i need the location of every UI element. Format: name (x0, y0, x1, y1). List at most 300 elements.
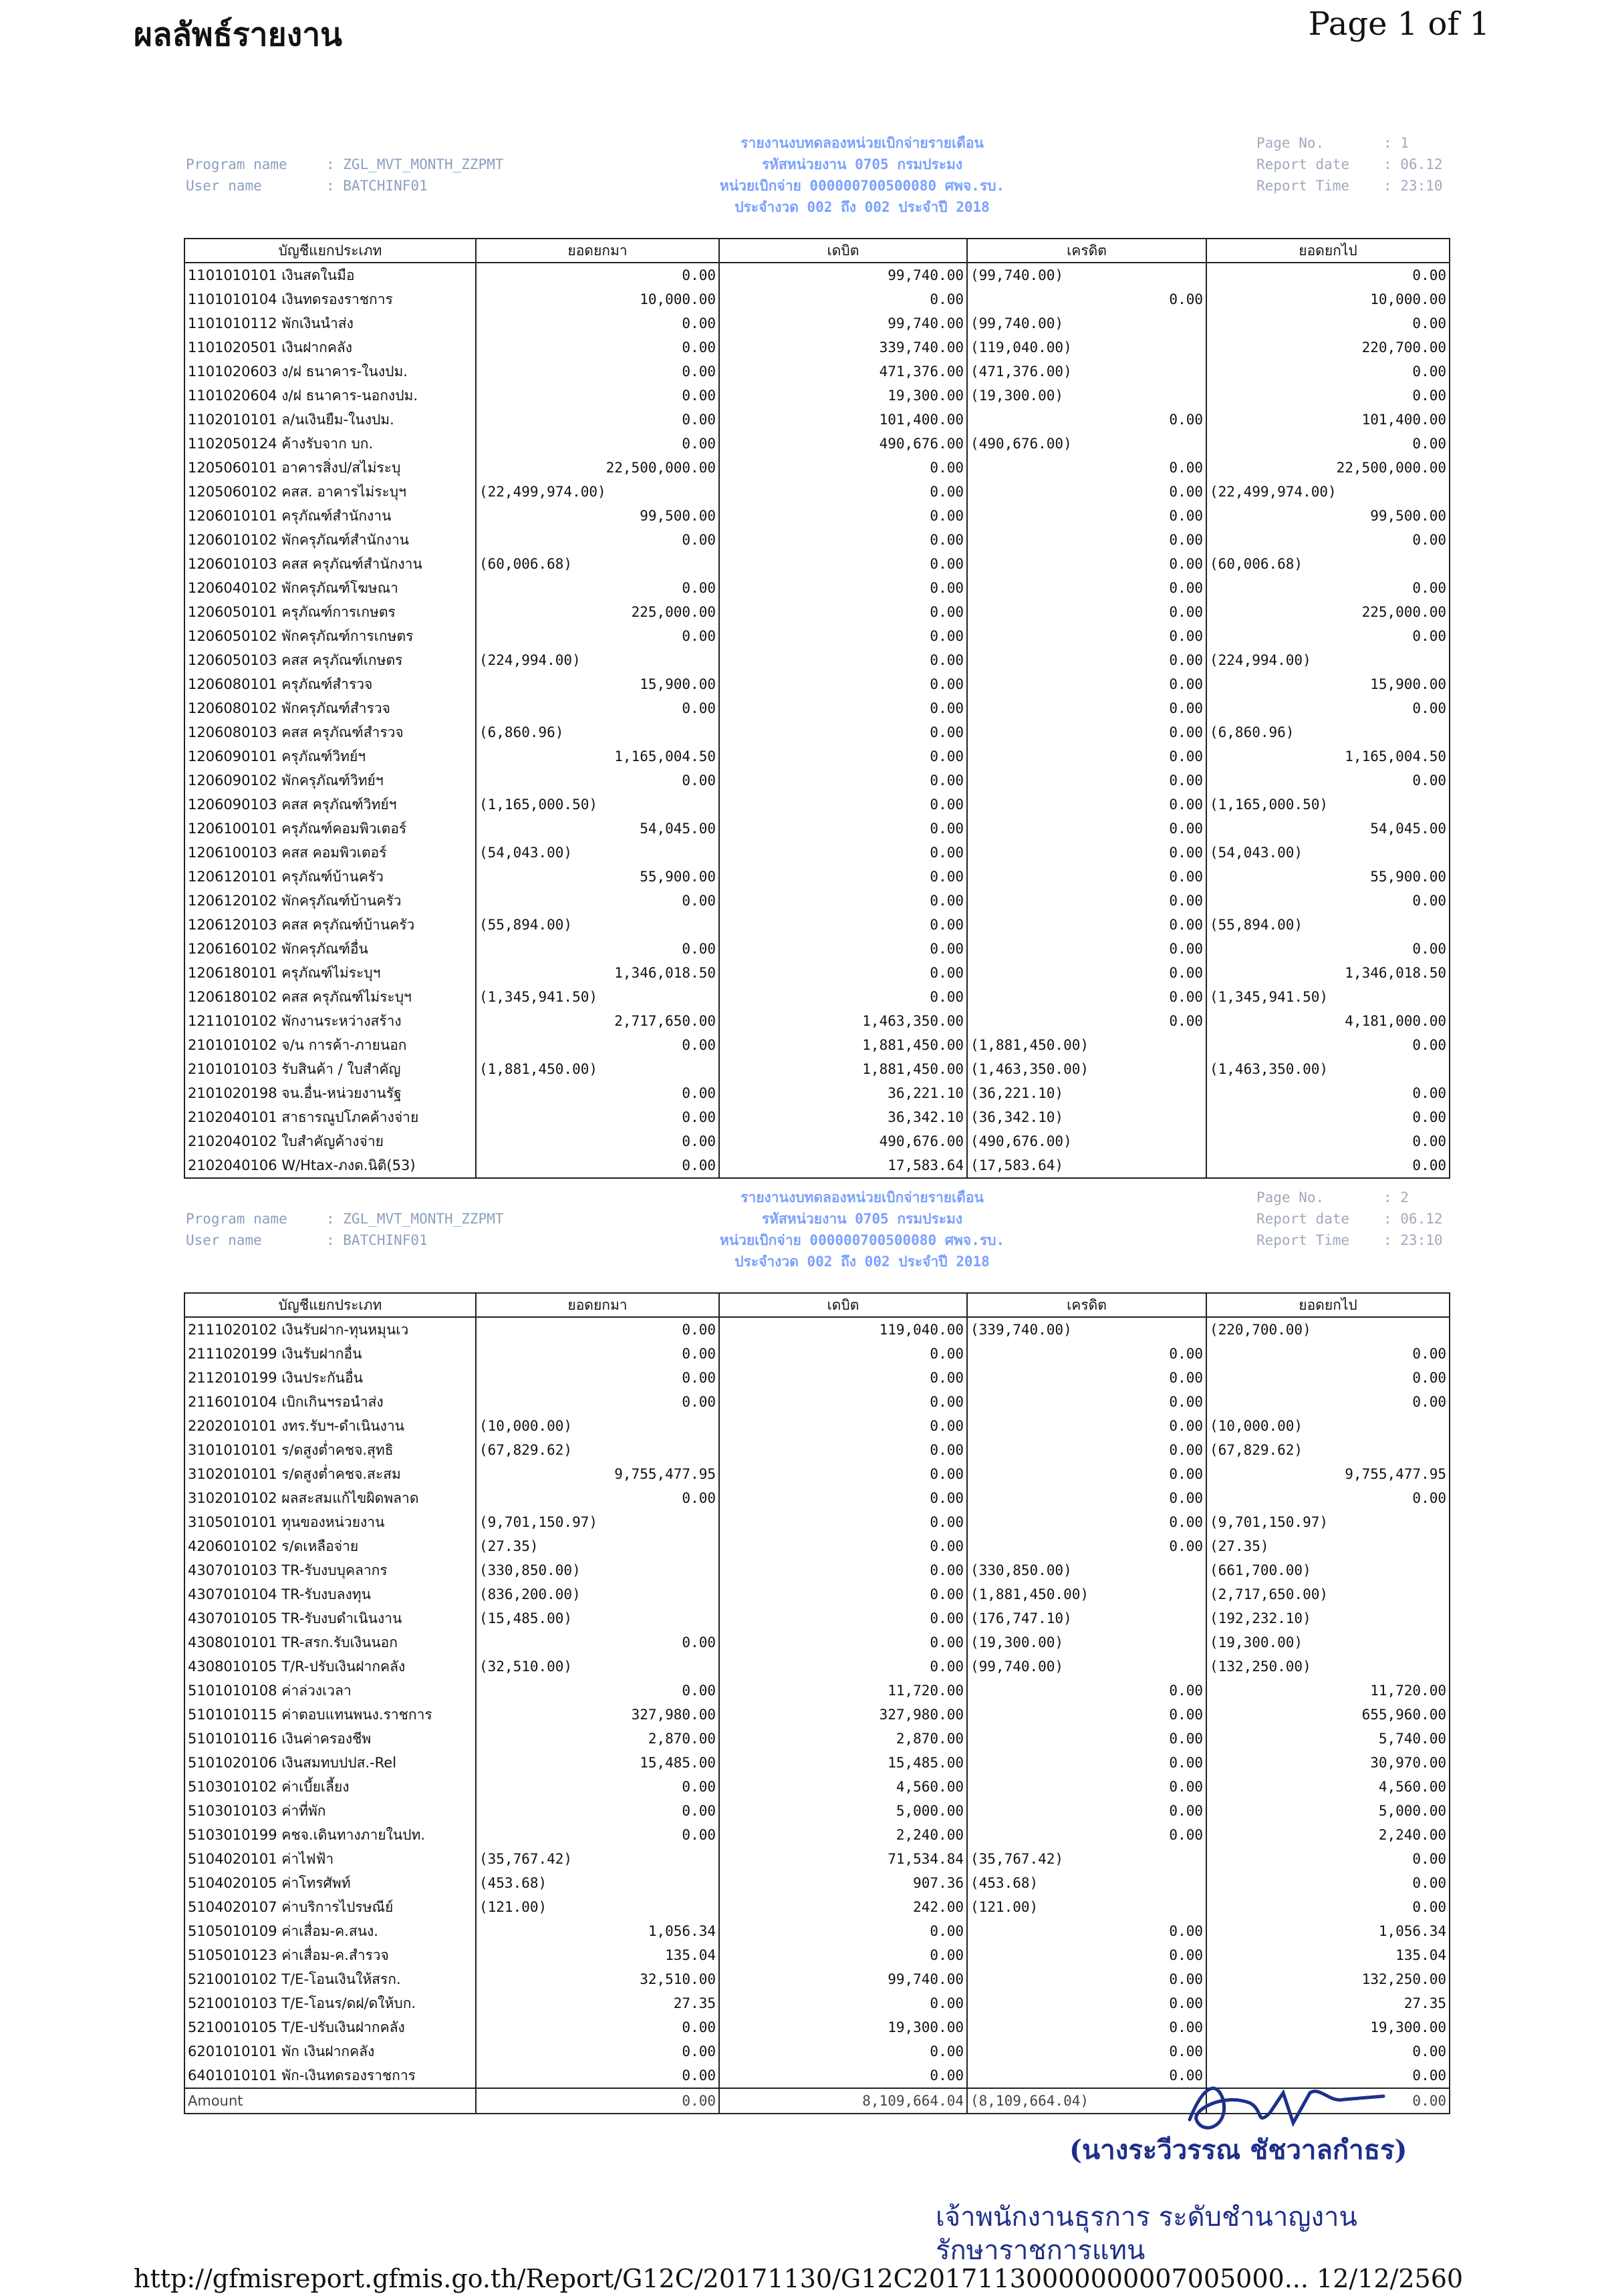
account-cell: 5103010199 คชจ.เดินทางภายในปท. (184, 1823, 476, 1847)
opening-balance-cell: 1,346,018.50 (476, 961, 719, 985)
debit-cell: 0.00 (719, 456, 967, 480)
account-cell: 6201010101 พัก เงินฝากคลัง (184, 2039, 476, 2063)
debit-cell: 0.00 (719, 1655, 967, 1679)
closing-balance-cell: (224,994.00) (1206, 648, 1450, 672)
program-label: Program name (186, 1211, 287, 1227)
table-row (184, 600, 1450, 624)
account-cell: 4206010102 ร/ดเหลือจ่าย (184, 1534, 476, 1558)
account-cell: 1206080102 พักครุภัณฑ์สำรวจ (184, 696, 476, 720)
credit-cell: 0.00 (967, 672, 1206, 696)
opening-balance-cell: 22,500,000.00 (476, 456, 719, 480)
report-date-label: Report date (1256, 1211, 1350, 1227)
debit-cell: 0.00 (719, 648, 967, 672)
closing-balance-cell: (1,165,000.50) (1206, 793, 1450, 817)
account-cell: 1101010104 เงินทดรองราชการ (184, 287, 476, 311)
closing-balance-cell: 0.00 (1206, 263, 1450, 287)
opening-balance-cell: 0.00 (476, 696, 719, 720)
closing-balance-cell: (1,345,941.50) (1206, 985, 1450, 1009)
opening-balance-cell: (32,510.00) (476, 1655, 719, 1679)
opening-balance-cell: 0.00 (476, 1630, 719, 1655)
debit-cell: 0.00 (719, 1534, 967, 1558)
debit-cell: 0.00 (719, 2039, 967, 2063)
account-cell: 1101020603 ง/ฝ ธนาคาร-ในงปม. (184, 360, 476, 384)
credit-cell: 0.00 (967, 720, 1206, 744)
debit-cell: 36,221.10 (719, 1081, 967, 1105)
table-row (184, 1655, 1450, 1679)
table-row (184, 456, 1450, 480)
table-row (184, 1057, 1450, 1081)
credit-cell: (19,300.00) (967, 1630, 1206, 1655)
credit-cell: 0.00 (967, 552, 1206, 576)
credit-cell: (453.68) (967, 1871, 1206, 1895)
table-row (184, 1105, 1450, 1129)
user-value: : BATCHINF01 (326, 178, 428, 194)
report-title: รายงานงบทดลองหน่วยเบิกจ่ายรายเดือน (741, 135, 984, 151)
account-cell: 2202010101 งทร.รับฯ-ดำเนินงาน (184, 1414, 476, 1438)
opening-balance-cell: (27.35) (476, 1534, 719, 1558)
table-row (184, 1751, 1450, 1775)
report-period: ประจำงวด 002 ถึง 002 ประจำปี 2018 (734, 199, 990, 215)
debit-cell: 19,300.00 (719, 384, 967, 408)
account-cell: 1206120101 ครุภัณฑ์บ้านครัว (184, 865, 476, 889)
closing-balance-cell: 54,045.00 (1206, 817, 1450, 841)
credit-cell: 0.00 (967, 1366, 1206, 1390)
opening-balance-cell: 0.00 (476, 1679, 719, 1703)
opening-balance-cell: 0.00 (476, 432, 719, 456)
table-row (184, 1775, 1450, 1799)
opening-balance-cell: 0.00 (476, 1486, 719, 1510)
credit-cell: (36,221.10) (967, 1081, 1206, 1105)
credit-cell: 0.00 (967, 817, 1206, 841)
opening-balance-cell: (60,006.68) (476, 552, 719, 576)
credit-cell: 0.00 (967, 1438, 1206, 1462)
account-cell: 4308010101 TR-สรก.รับเงินนอก (184, 1630, 476, 1655)
closing-balance-cell: (2,717,650.00) (1206, 1582, 1450, 1606)
debit-cell: 339,740.00 (719, 335, 967, 360)
account-cell: 1206090103 คสส ครุภัณฑ์วิทย์ฯ (184, 793, 476, 817)
account-cell: 3105010101 ทุนของหน่วยงาน (184, 1510, 476, 1534)
account-cell: 1206100103 คสส คอมพิวเตอร์ (184, 841, 476, 865)
account-cell: 2102040101 สาธารณูปโภคค้างจ่าย (184, 1105, 476, 1129)
report-title-block-1 (688, 132, 1036, 218)
debit-cell: 0.00 (719, 1486, 967, 1510)
credit-cell: 0.00 (967, 1703, 1206, 1727)
debit-cell: 0.00 (719, 1438, 967, 1462)
closing-balance-cell: (27.35) (1206, 1534, 1450, 1558)
closing-balance-cell: 0.00 (1206, 432, 1450, 456)
col-account-header: บัญชีแยกประเภท (184, 239, 476, 263)
debit-cell: 101,400.00 (719, 408, 967, 432)
account-cell: 5105010109 ค่าเสื่อม-ค.สนง. (184, 1919, 476, 1943)
report-time-value: : 23:10 (1383, 178, 1443, 194)
table-row (184, 624, 1450, 648)
closing-balance-cell: 0.00 (1206, 768, 1450, 793)
closing-balance-cell: 1,346,018.50 (1206, 961, 1450, 985)
table-row (184, 1558, 1450, 1582)
table-row (184, 1606, 1450, 1630)
table-row (184, 1703, 1450, 1727)
table-row (184, 865, 1450, 889)
opening-balance-cell: 0.00 (476, 576, 719, 600)
opening-balance-cell: 32,510.00 (476, 1967, 719, 1991)
table-row (184, 768, 1450, 793)
signer-acting: รักษาราชการแทน (936, 2235, 1146, 2266)
credit-cell: 0.00 (967, 1534, 1206, 1558)
closing-balance-cell: (22,499,974.00) (1206, 480, 1450, 504)
col-closing-header: ยอดยกไป (1206, 239, 1450, 263)
table-row (184, 2039, 1450, 2063)
col-opening-header: ยอดยกมา (476, 1293, 719, 1317)
debit-cell: 0.00 (719, 744, 967, 768)
program-value: : ZGL_MVT_MONTH_ZZPMT (326, 1211, 504, 1227)
closing-balance-cell: 9,755,477.95 (1206, 1462, 1450, 1486)
table-row (184, 311, 1450, 335)
account-cell: 2111020102 เงินรับฝาก-ทุนหมุนเว (184, 1317, 476, 1342)
closing-balance-cell: 0.00 (1206, 1153, 1450, 1178)
closing-balance-cell: 55,900.00 (1206, 865, 1450, 889)
debit-cell: 0.00 (719, 1510, 967, 1534)
credit-cell: (1,463,350.00) (967, 1057, 1206, 1081)
account-cell: 1101020501 เงินฝากคลัง (184, 335, 476, 360)
opening-balance-cell: 0.00 (476, 384, 719, 408)
account-cell: 5103010102 ค่าเบี้ยเลี้ยง (184, 1775, 476, 1799)
credit-cell: 0.00 (967, 744, 1206, 768)
opening-balance-cell: 2,717,650.00 (476, 1009, 719, 1033)
credit-cell: 0.00 (967, 504, 1206, 528)
account-cell: 1206100101 ครุภัณฑ์คอมพิวเตอร์ (184, 817, 476, 841)
credit-cell: (1,881,450.00) (967, 1033, 1206, 1057)
page-no-value: : 2 (1383, 1189, 1409, 1205)
debit-cell: 0.00 (719, 696, 967, 720)
opening-balance-cell: 0.00 (476, 1317, 719, 1342)
closing-balance-cell: 0.00 (1206, 1847, 1450, 1871)
debit-cell: 2,870.00 (719, 1727, 967, 1751)
page-no-value: : 1 (1383, 135, 1409, 151)
closing-balance-cell: 0.00 (1206, 696, 1450, 720)
opening-balance-cell: (121.00) (476, 1895, 719, 1919)
report-meta-right-2 (1256, 1187, 1443, 1251)
account-cell: 1101010101 เงินสดในมือ (184, 263, 476, 287)
table-row (184, 1871, 1450, 1895)
closing-balance-cell: (67,829.62) (1206, 1438, 1450, 1462)
closing-balance-cell: 0.00 (1206, 2088, 1450, 2114)
debit-cell: 0.00 (719, 841, 967, 865)
closing-balance-cell: (10,000.00) (1206, 1414, 1450, 1438)
opening-balance-cell: (35,767.42) (476, 1847, 719, 1871)
closing-balance-cell: 132,250.00 (1206, 1967, 1450, 1991)
account-cell: 5210010105 T/E-ปรับเงินฝากคลัง (184, 2015, 476, 2039)
debit-cell: 99,740.00 (719, 1967, 967, 1991)
user-label: User name (186, 178, 262, 194)
table-row (184, 744, 1450, 768)
table-row (184, 1390, 1450, 1414)
opening-balance-cell: 99,500.00 (476, 504, 719, 528)
opening-balance-cell: (15,485.00) (476, 1606, 719, 1630)
account-cell: 1102050124 ค้างรับจาก บก. (184, 432, 476, 456)
credit-cell: 0.00 (967, 1967, 1206, 1991)
debit-cell: 17,583.64 (719, 1153, 967, 1178)
closing-balance-cell: 0.00 (1206, 2039, 1450, 2063)
closing-balance-cell: 0.00 (1206, 1366, 1450, 1390)
account-cell: 1101010112 พักเงินนำส่ง (184, 311, 476, 335)
table-row (184, 793, 1450, 817)
debit-cell: 0.00 (719, 1342, 967, 1366)
report-time-label: Report Time (1256, 1232, 1350, 1248)
closing-balance-cell: 11,720.00 (1206, 1679, 1450, 1703)
closing-balance-cell: 0.00 (1206, 311, 1450, 335)
opening-balance-cell: 327,980.00 (476, 1703, 719, 1727)
account-cell: 1206050103 คสส ครุภัณฑ์เกษตร (184, 648, 476, 672)
table-row (184, 335, 1450, 360)
closing-balance-cell: (60,006.68) (1206, 552, 1450, 576)
debit-cell: 15,485.00 (719, 1751, 967, 1775)
opening-balance-cell: 0.00 (476, 768, 719, 793)
table-row (184, 1438, 1450, 1462)
table-row (184, 528, 1450, 552)
closing-balance-cell: 0.00 (1206, 1486, 1450, 1510)
credit-cell: 0.00 (967, 1775, 1206, 1799)
debit-cell: 327,980.00 (719, 1703, 967, 1727)
table-row (184, 360, 1450, 384)
program-value: : ZGL_MVT_MONTH_ZZPMT (326, 156, 504, 172)
account-cell: 6401010101 พัก-เงินทดรองราชการ (184, 2063, 476, 2088)
report-meta-left-1 (186, 154, 504, 196)
report-date-value: : 06.12 (1383, 1211, 1443, 1227)
opening-balance-cell: (9,701,150.97) (476, 1510, 719, 1534)
table-row (184, 576, 1450, 600)
table-row (184, 1534, 1450, 1558)
credit-cell: 0.00 (967, 408, 1206, 432)
closing-balance-cell: 0.00 (1206, 1033, 1450, 1057)
opening-balance-cell: (330,850.00) (476, 1558, 719, 1582)
account-cell: 1206090102 พักครุภัณฑ์วิทย์ฯ (184, 768, 476, 793)
opening-balance-cell: 0.00 (476, 408, 719, 432)
credit-cell: 0.00 (967, 1462, 1206, 1486)
table-row (184, 1510, 1450, 1534)
opening-balance-cell: 0.00 (476, 1799, 719, 1823)
report-time-value: : 23:10 (1383, 1232, 1443, 1248)
closing-balance-cell: 2,240.00 (1206, 1823, 1450, 1847)
account-cell: 5101010115 ค่าตอบแทนพนง.ราชการ (184, 1703, 476, 1727)
opening-balance-cell: 0.00 (476, 2015, 719, 2039)
debit-cell: 0.00 (719, 287, 967, 311)
credit-cell: 0.00 (967, 961, 1206, 985)
debit-cell: 0.00 (719, 1630, 967, 1655)
debit-cell: 0.00 (719, 817, 967, 841)
debit-cell: 0.00 (719, 865, 967, 889)
credit-cell: 0.00 (967, 1823, 1206, 1847)
debit-cell: 0.00 (719, 1943, 967, 1967)
col-credit-header: เครดิต (967, 1293, 1206, 1317)
credit-cell: (99,740.00) (967, 263, 1206, 287)
debit-cell: 0.00 (719, 576, 967, 600)
closing-balance-cell: 135.04 (1206, 1943, 1450, 1967)
opening-balance-cell: 0.00 (476, 1033, 719, 1057)
account-cell: 1206010103 คสส ครุภัณฑ์สำนักงาน (184, 552, 476, 576)
table-row (184, 480, 1450, 504)
credit-cell: 0.00 (967, 1486, 1206, 1510)
credit-cell: 0.00 (967, 1414, 1206, 1438)
footer-url: http://gfmisreport.gfmis.go.th/Report/G12C/20171130/G12C20171130000000007005000... 12/12/2560 (134, 2264, 1464, 2293)
agency-code: รหัสหน่วยงาน 0705 กรมประมง (761, 156, 963, 172)
debit-cell: 0.00 (719, 552, 967, 576)
debit-cell: 0.00 (719, 480, 967, 504)
user-value: : BATCHINF01 (326, 1232, 428, 1248)
debit-cell: 0.00 (719, 528, 967, 552)
account-cell: 2102040106 W/Htax-ภงด.นิติ(53) (184, 1153, 476, 1178)
account-cell: 5101010108 ค่าล่วงเวลา (184, 1679, 476, 1703)
account-cell: 5104020105 ค่าโทรศัพท์ (184, 1871, 476, 1895)
closing-balance-cell: 19,300.00 (1206, 2015, 1450, 2039)
report-period: ประจำงวด 002 ถึง 002 ประจำปี 2018 (734, 1254, 990, 1270)
agency-code: รหัสหน่วยงาน 0705 กรมประมง (761, 1211, 963, 1227)
debit-cell: 0.00 (719, 1366, 967, 1390)
account-cell: 3102010102 ผลสะสมแก้ไขผิดพลาด (184, 1486, 476, 1510)
col-opening-header: ยอดยกมา (476, 239, 719, 263)
closing-balance-cell: (9,701,150.97) (1206, 1510, 1450, 1534)
disbursement-unit: หน่วยเบิกจ่าย 000000700500080 ศพจ.รบ. (719, 1232, 1005, 1248)
opening-balance-cell: 0.00 (476, 1153, 719, 1178)
debit-cell: 119,040.00 (719, 1317, 967, 1342)
closing-balance-cell: 220,700.00 (1206, 335, 1450, 360)
credit-cell: (339,740.00) (967, 1317, 1206, 1342)
account-cell: 5210010102 T/E-โอนเงินให้สรก. (184, 1967, 476, 1991)
credit-cell: 0.00 (967, 456, 1206, 480)
debit-cell: 99,740.00 (719, 263, 967, 287)
table-row (184, 696, 1450, 720)
table-row (184, 1366, 1450, 1390)
credit-cell: 0.00 (967, 865, 1206, 889)
table-row (184, 889, 1450, 913)
opening-balance-cell: 55,900.00 (476, 865, 719, 889)
debit-cell: 0.00 (719, 961, 967, 985)
debit-cell: 0.00 (719, 2063, 967, 2088)
account-cell: 5210010103 T/E-โอนร/ดฝ/ดให้บก. (184, 1991, 476, 2015)
debit-cell: 0.00 (719, 1390, 967, 1414)
col-credit-header: เครดิต (967, 239, 1206, 263)
closing-balance-cell: 22,500,000.00 (1206, 456, 1450, 480)
closing-balance-cell: 4,181,000.00 (1206, 1009, 1450, 1033)
account-cell: 2112010199 เงินประกันอื่น (184, 1366, 476, 1390)
account-cell: 5101010116 เงินค่าครองชีพ (184, 1727, 476, 1751)
opening-balance-cell: 0.00 (476, 1342, 719, 1366)
credit-cell: (19,300.00) (967, 384, 1206, 408)
credit-cell: (330,850.00) (967, 1558, 1206, 1582)
opening-balance-cell: 0.00 (476, 263, 719, 287)
debit-cell: 0.00 (719, 1991, 967, 2015)
closing-balance-cell: (661,700.00) (1206, 1558, 1450, 1582)
account-cell: 2101010102 จ/น การค้า-ภายนอก (184, 1033, 476, 1057)
signer-position: เจ้าพนักงานธุรการ ระดับชำนาญงาน (936, 2202, 1357, 2233)
table-row (184, 1823, 1450, 1847)
account-cell: 2116010104 เบิกเกินฯรอนำส่ง (184, 1390, 476, 1414)
closing-balance-cell: 4,560.00 (1206, 1775, 1450, 1799)
table-row (184, 287, 1450, 311)
report-time-label: Report Time (1256, 178, 1350, 194)
opening-balance-cell: 0.00 (476, 528, 719, 552)
opening-balance-cell: 0.00 (476, 335, 719, 360)
account-cell: 5101020106 เงินสมทบปปส.-Rel (184, 1751, 476, 1775)
opening-balance-cell: 0.00 (476, 1129, 719, 1153)
table-row (184, 263, 1450, 287)
account-cell: 5104020107 ค่าบริการไปรษณีย์ (184, 1895, 476, 1919)
closing-balance-cell: 0.00 (1206, 384, 1450, 408)
debit-cell: 0.00 (719, 768, 967, 793)
account-cell: 1206120102 พักครุภัณฑ์บ้านครัว (184, 889, 476, 913)
table-row (184, 841, 1450, 865)
closing-balance-cell: 0.00 (1206, 1129, 1450, 1153)
credit-cell: 0.00 (967, 768, 1206, 793)
credit-cell: 0.00 (967, 1991, 1206, 2015)
closing-balance-cell: 5,740.00 (1206, 1727, 1450, 1751)
report-title: รายงานงบทดลองหน่วยเบิกจ่ายรายเดือน (741, 1189, 984, 1205)
closing-balance-cell: 27.35 (1206, 1991, 1450, 2015)
table-row (184, 1462, 1450, 1486)
opening-balance-cell: (1,345,941.50) (476, 985, 719, 1009)
table-row (184, 672, 1450, 696)
account-cell: 1206010102 พักครุภัณฑ์สำนักงาน (184, 528, 476, 552)
closing-balance-cell: (132,250.00) (1206, 1655, 1450, 1679)
closing-balance-cell: 101,400.00 (1206, 408, 1450, 432)
opening-balance-cell: 27.35 (476, 1991, 719, 2015)
account-cell: 1205060102 คสส. อาคารไม่ระบุฯ (184, 480, 476, 504)
debit-cell: 0.00 (719, 1462, 967, 1486)
closing-balance-cell: 0.00 (1206, 1342, 1450, 1366)
closing-balance-cell: 0.00 (1206, 576, 1450, 600)
table-row (184, 2015, 1450, 2039)
opening-balance-cell: (67,829.62) (476, 1438, 719, 1462)
debit-cell: 2,240.00 (719, 1823, 967, 1847)
closing-balance-cell: 0.00 (1206, 889, 1450, 913)
credit-cell: (36,342.10) (967, 1105, 1206, 1129)
credit-cell: (99,740.00) (967, 1655, 1206, 1679)
opening-balance-cell: 0.00 (476, 360, 719, 384)
opening-balance-cell: (55,894.00) (476, 913, 719, 937)
table-row (184, 1129, 1450, 1153)
table-row (184, 552, 1450, 576)
report-date-value: : 06.12 (1383, 156, 1443, 172)
opening-balance-cell: 10,000.00 (476, 287, 719, 311)
debit-cell: 0.00 (719, 937, 967, 961)
page-no-label: Page No. (1256, 1189, 1325, 1205)
debit-cell: 0.00 (719, 672, 967, 696)
table-row (184, 1991, 1450, 2015)
credit-cell: 0.00 (967, 2015, 1206, 2039)
debit-cell: 1,881,450.00 (719, 1033, 967, 1057)
table-row (184, 1799, 1450, 1823)
table-row (184, 1895, 1450, 1919)
account-cell: 2102040102 ใบสำคัญค้างจ่าย (184, 1129, 476, 1153)
account-cell: 5104020101 ค่าไฟฟ้า (184, 1847, 476, 1871)
debit-cell: 0.00 (719, 913, 967, 937)
table-row (184, 1727, 1450, 1751)
opening-balance-cell: (1,881,450.00) (476, 1057, 719, 1081)
closing-balance-cell: 0.00 (1206, 937, 1450, 961)
table-row (184, 1414, 1450, 1438)
signer-name: (นางระวีวรรณ ชัชวาลกำธร) (1069, 2134, 1407, 2166)
table-row (184, 1630, 1450, 1655)
opening-balance-cell: 54,045.00 (476, 817, 719, 841)
disbursement-unit: หน่วยเบิกจ่าย 000000700500080 ศพจ.รบ. (719, 178, 1005, 194)
debit-cell: 242.00 (719, 1895, 967, 1919)
closing-balance-cell: 0.00 (1206, 528, 1450, 552)
opening-balance-cell: 0.00 (476, 311, 719, 335)
debit-cell: 0.00 (719, 985, 967, 1009)
credit-cell: 0.00 (967, 793, 1206, 817)
closing-balance-cell: (1,463,350.00) (1206, 1057, 1450, 1081)
credit-cell: (17,583.64) (967, 1153, 1206, 1178)
closing-balance-cell: 15,900.00 (1206, 672, 1450, 696)
